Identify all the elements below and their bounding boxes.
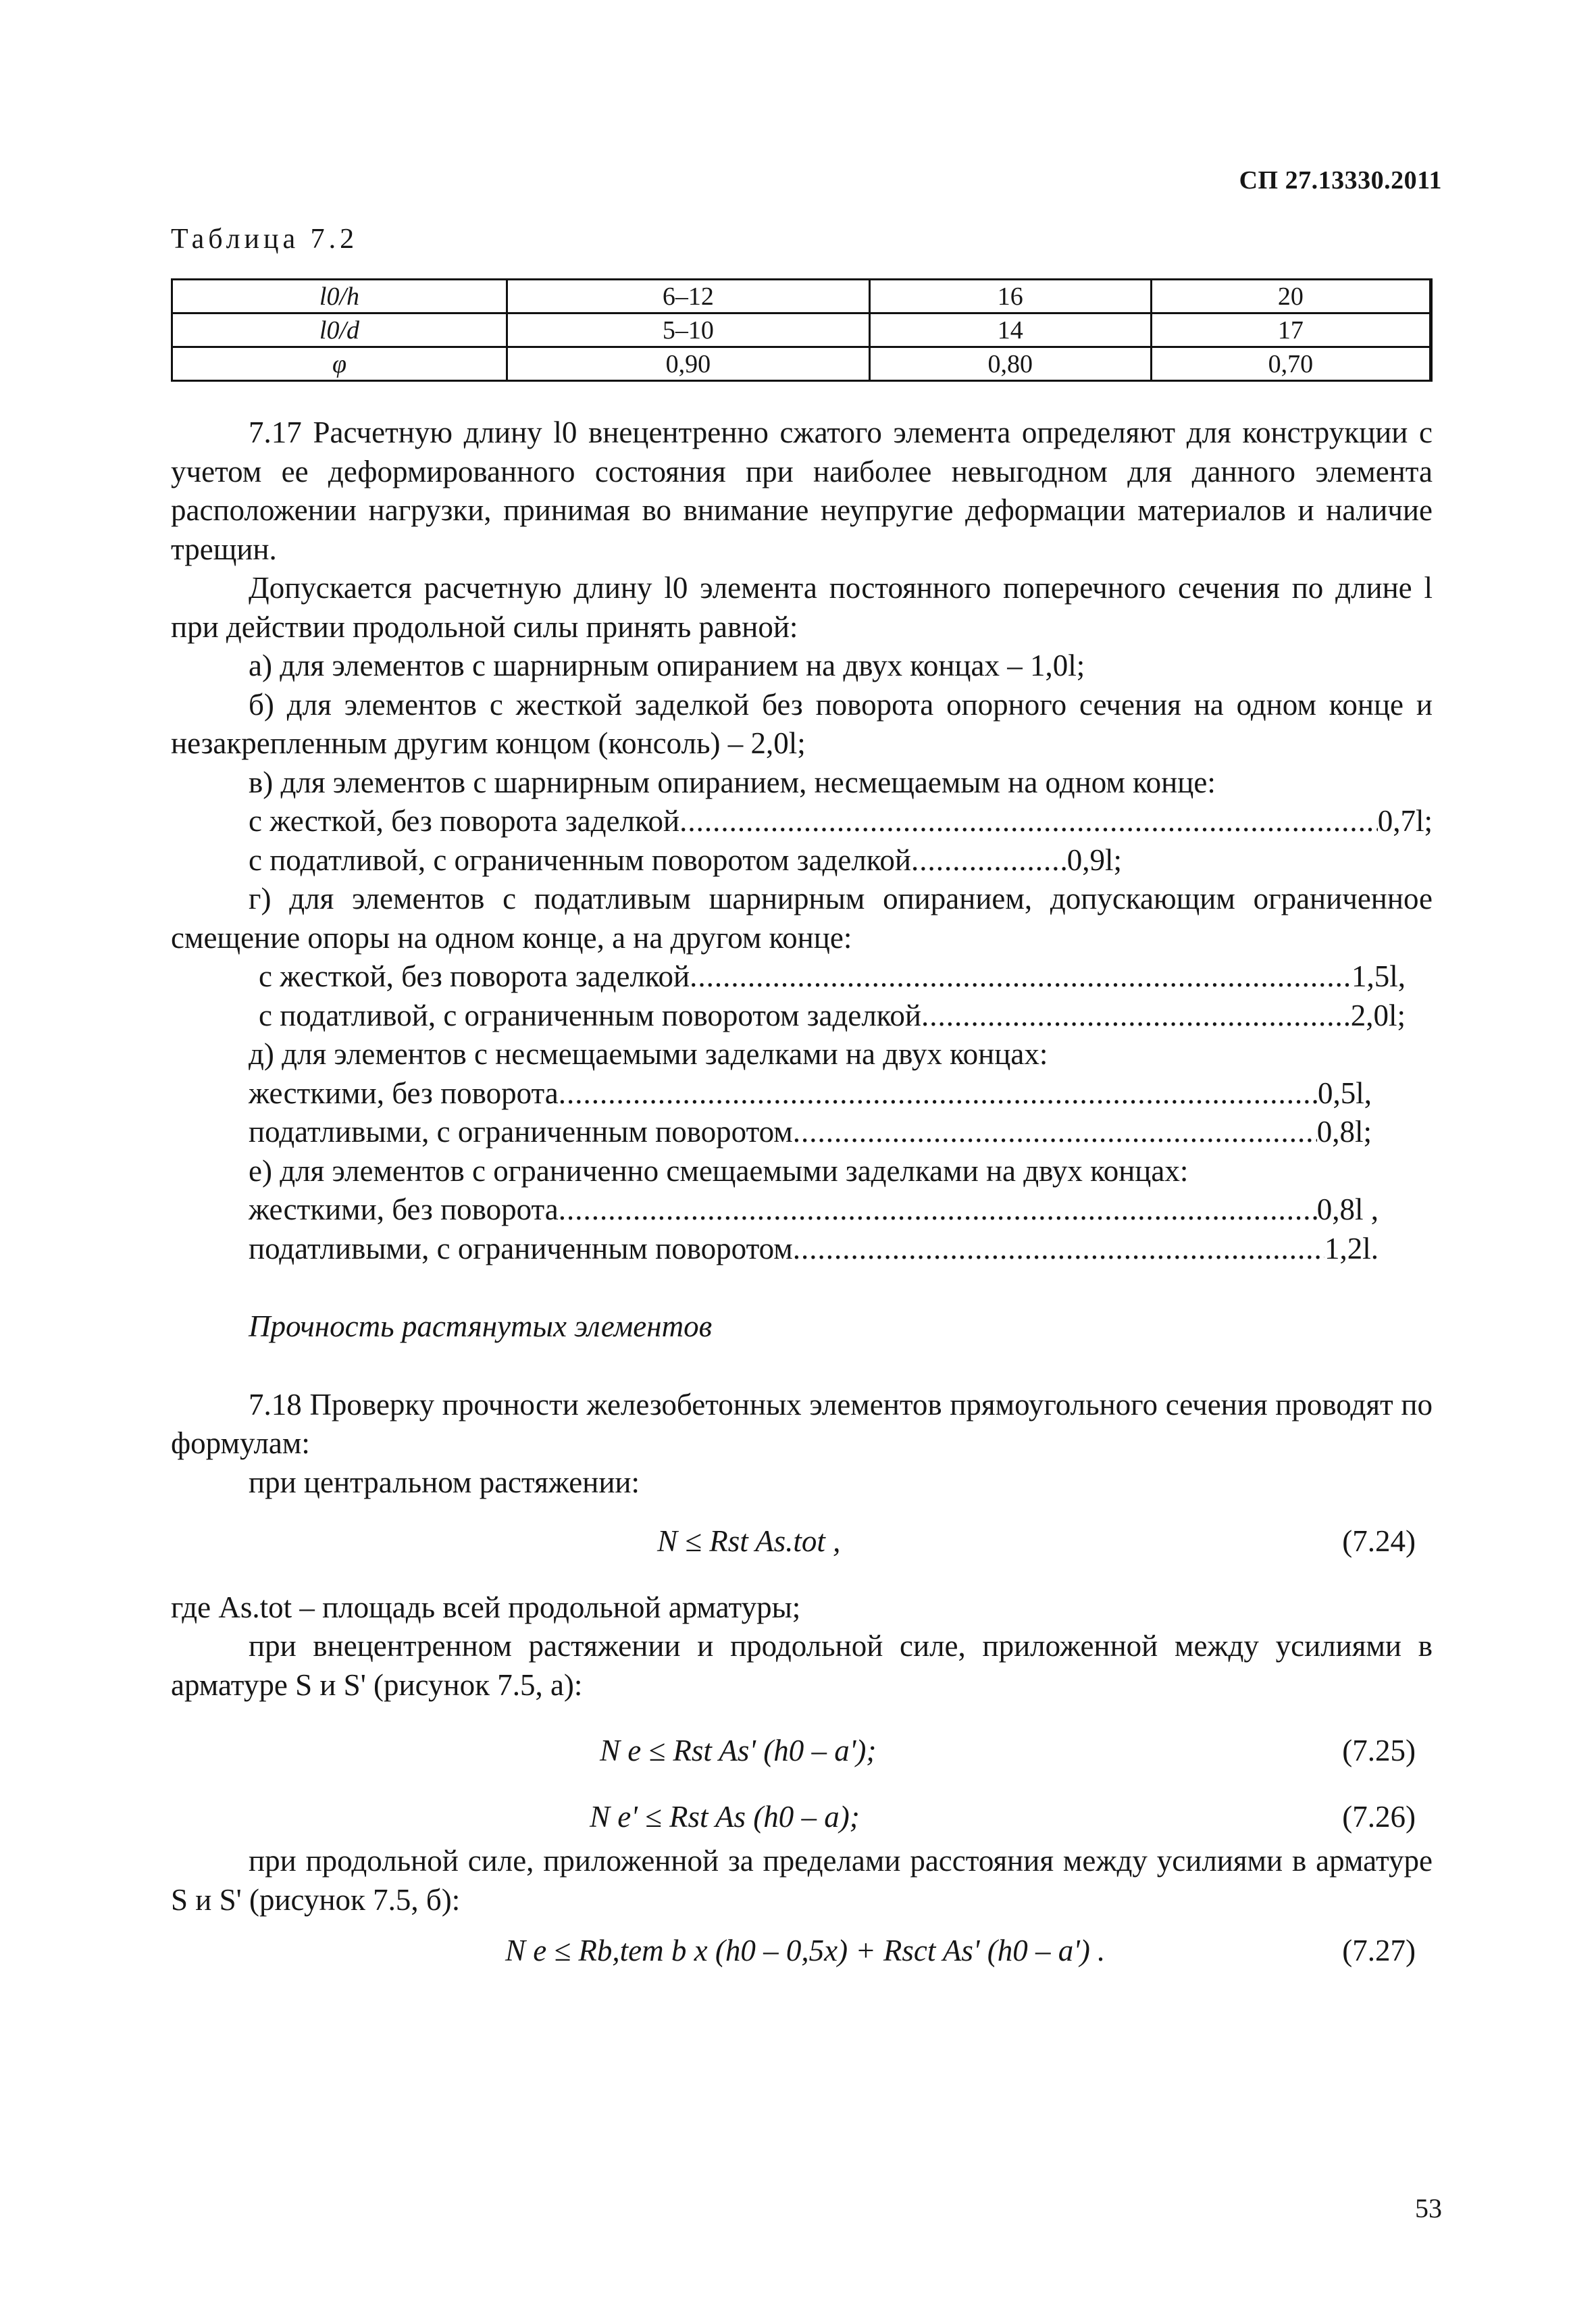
clause-7-17-para1: 7.17 Расчетную длину l0 внецентренно сжатого элемента определяют для конструкции с учетом ее деформированного состояния при наиболее невыгодном для данного элемента расположении нагрузки, принимая во внимание неупругие деформации материалов и наличие трещин. [171, 416, 1433, 566]
leader-dots [911, 841, 1067, 880]
table-cell: 0,70 [1151, 347, 1431, 381]
table-cell: 14 [869, 313, 1151, 347]
equation-7-25 [171, 1732, 1433, 1771]
table-cell: 0,80 [869, 347, 1151, 381]
subitem-label: жесткими, без поворота [249, 1076, 559, 1110]
list-subitem [171, 997, 1433, 1036]
formula: N e ≤ Rb,tem b x (h0 – 0,5x) + Rsct As' (h0 – a') . [505, 1934, 1106, 1967]
formula: N e' ≤ Rst As (h0 – a); [590, 1799, 860, 1834]
subitem-value: 0,9l; [1066, 842, 1122, 877]
leader-dots [793, 1113, 1317, 1152]
row-label-l0-h [172, 280, 507, 313]
page-number: 53 [1415, 2193, 1442, 2223]
subitem-label: с жесткой, без поворота заделкой [259, 959, 690, 993]
subitem-label: податливыми, с ограниченным поворотом [249, 1231, 793, 1265]
subitem-value: 0,7l; [1377, 804, 1433, 838]
table-cell: 5–10 [507, 313, 869, 347]
eccentric-between-text: при внецентренном растяжении и продольной силе, приложенной между усилиями в арматуре S и S' (рисунок 7.5, а): [171, 1629, 1433, 1702]
subitem-label: с жесткой, без поворота заделкой [249, 804, 680, 838]
leader-dots [690, 957, 1352, 997]
list-subitem [171, 1074, 1433, 1113]
leader-dots [921, 997, 1351, 1036]
formula: N ≤ Rst As.tot , [657, 1524, 841, 1558]
table-row [172, 347, 1431, 381]
equation-7-24 [171, 1522, 1433, 1561]
equation-number: (7.24) [1342, 1524, 1416, 1558]
table-row [172, 280, 1431, 313]
equation-number: (7.25) [1342, 1734, 1416, 1767]
section-heading: Прочность растянутых элементов [249, 1309, 713, 1343]
leader-dots [793, 1230, 1324, 1269]
equation-7-27 [171, 1932, 1433, 1971]
leader-dots [559, 1074, 1318, 1113]
row-label-phi [172, 347, 507, 381]
equation-7-26 [171, 1798, 1433, 1837]
leader-dots [559, 1190, 1317, 1230]
list-item-b: б) для элементов с жесткой заделкой без поворота опорного сечения на одном конце и незакрепленным другим концом (консоль) – 2,0l; [171, 687, 1433, 760]
list-subitem [171, 1230, 1433, 1269]
subitem-value: 1,2l. [1324, 1231, 1379, 1265]
leader-dots [679, 802, 1378, 841]
clause-7-17-para2: Допускается расчетную длину l0 элемента постоянного поперечного сечения по длине l при действии продольной силы принять равной: [171, 571, 1433, 644]
formula: N e ≤ Rst As' (h0 – a'); [600, 1734, 877, 1767]
subitem-label: жесткими, без поворота [249, 1192, 559, 1226]
where-definition: где As.tot – площадь всей продольной арматуры; [171, 1590, 801, 1624]
table-row [172, 313, 1431, 347]
list-subitem [171, 1190, 1433, 1230]
eccentric-outside-text: при продольной силе, приложенной за пределами расстояния между усилиями в арматуре S и S' (рисунок 7.5, б): [171, 1844, 1433, 1917]
clause-7-18-para1: 7.18 Проверку прочности железобетонных элементов прямоугольного сечения проводят по формулам: [171, 1387, 1433, 1460]
row-label-l0-d [172, 313, 507, 347]
equation-number: (7.27) [1342, 1934, 1416, 1967]
list-subitem [171, 1113, 1433, 1152]
subitem-value: 0,8l , [1316, 1192, 1379, 1226]
table-cell: 17 [1151, 313, 1431, 347]
subitem-value: 0,5l, [1317, 1076, 1372, 1110]
table-cell: 0,90 [507, 347, 869, 381]
subitem-label: с податливой, с ограниченным поворотом заделкой [259, 998, 921, 1032]
central-tension-text: при центральном растяжении: [249, 1465, 640, 1499]
list-item-a: а) для элементов с шарнирным опиранием на двух концах – 1,0l; [249, 649, 1085, 682]
subitem-value: 1,5l, [1351, 959, 1406, 993]
subitem-label: податливыми, с ограниченным поворотом [249, 1115, 793, 1149]
row-label-text: l0/h [319, 282, 360, 311]
equation-number: (7.26) [1342, 1799, 1416, 1834]
list-subitem [171, 841, 1433, 880]
subitem-label: с податливой, с ограниченным поворотом заделкой [249, 842, 911, 877]
standard-code: СП 27.13330.2011 [1239, 166, 1442, 195]
document-body [171, 413, 1433, 1971]
row-label-text: l0/d [319, 316, 360, 345]
subitem-value: 0,8l; [1316, 1115, 1372, 1149]
table-cell: 6–12 [507, 280, 869, 313]
list-item-g: г) для элементов с податливым шарнирным опиранием, допускающим ограниченное смещение опоры на одном конце, а на другом конце: [171, 882, 1433, 955]
list-subitem [171, 802, 1433, 841]
subitem-value: 2,0l; [1350, 998, 1406, 1032]
table-cell: 20 [1151, 280, 1431, 313]
list-item-d: д) для элементов с несмещаемыми заделками на двух концах: [249, 1037, 1048, 1071]
list-item-e: е) для элементов с ограниченно смещаемыми заделками на двух концах: [249, 1153, 1189, 1188]
table-caption: Таблица 7.2 [171, 224, 359, 255]
coefficient-table [171, 278, 1433, 382]
list-subitem [171, 957, 1433, 997]
table-cell: 16 [869, 280, 1151, 313]
list-item-v: в) для элементов с шарнирным опиранием, несмещаемым на одном конце: [249, 765, 1216, 799]
row-label-text: φ [332, 349, 346, 378]
